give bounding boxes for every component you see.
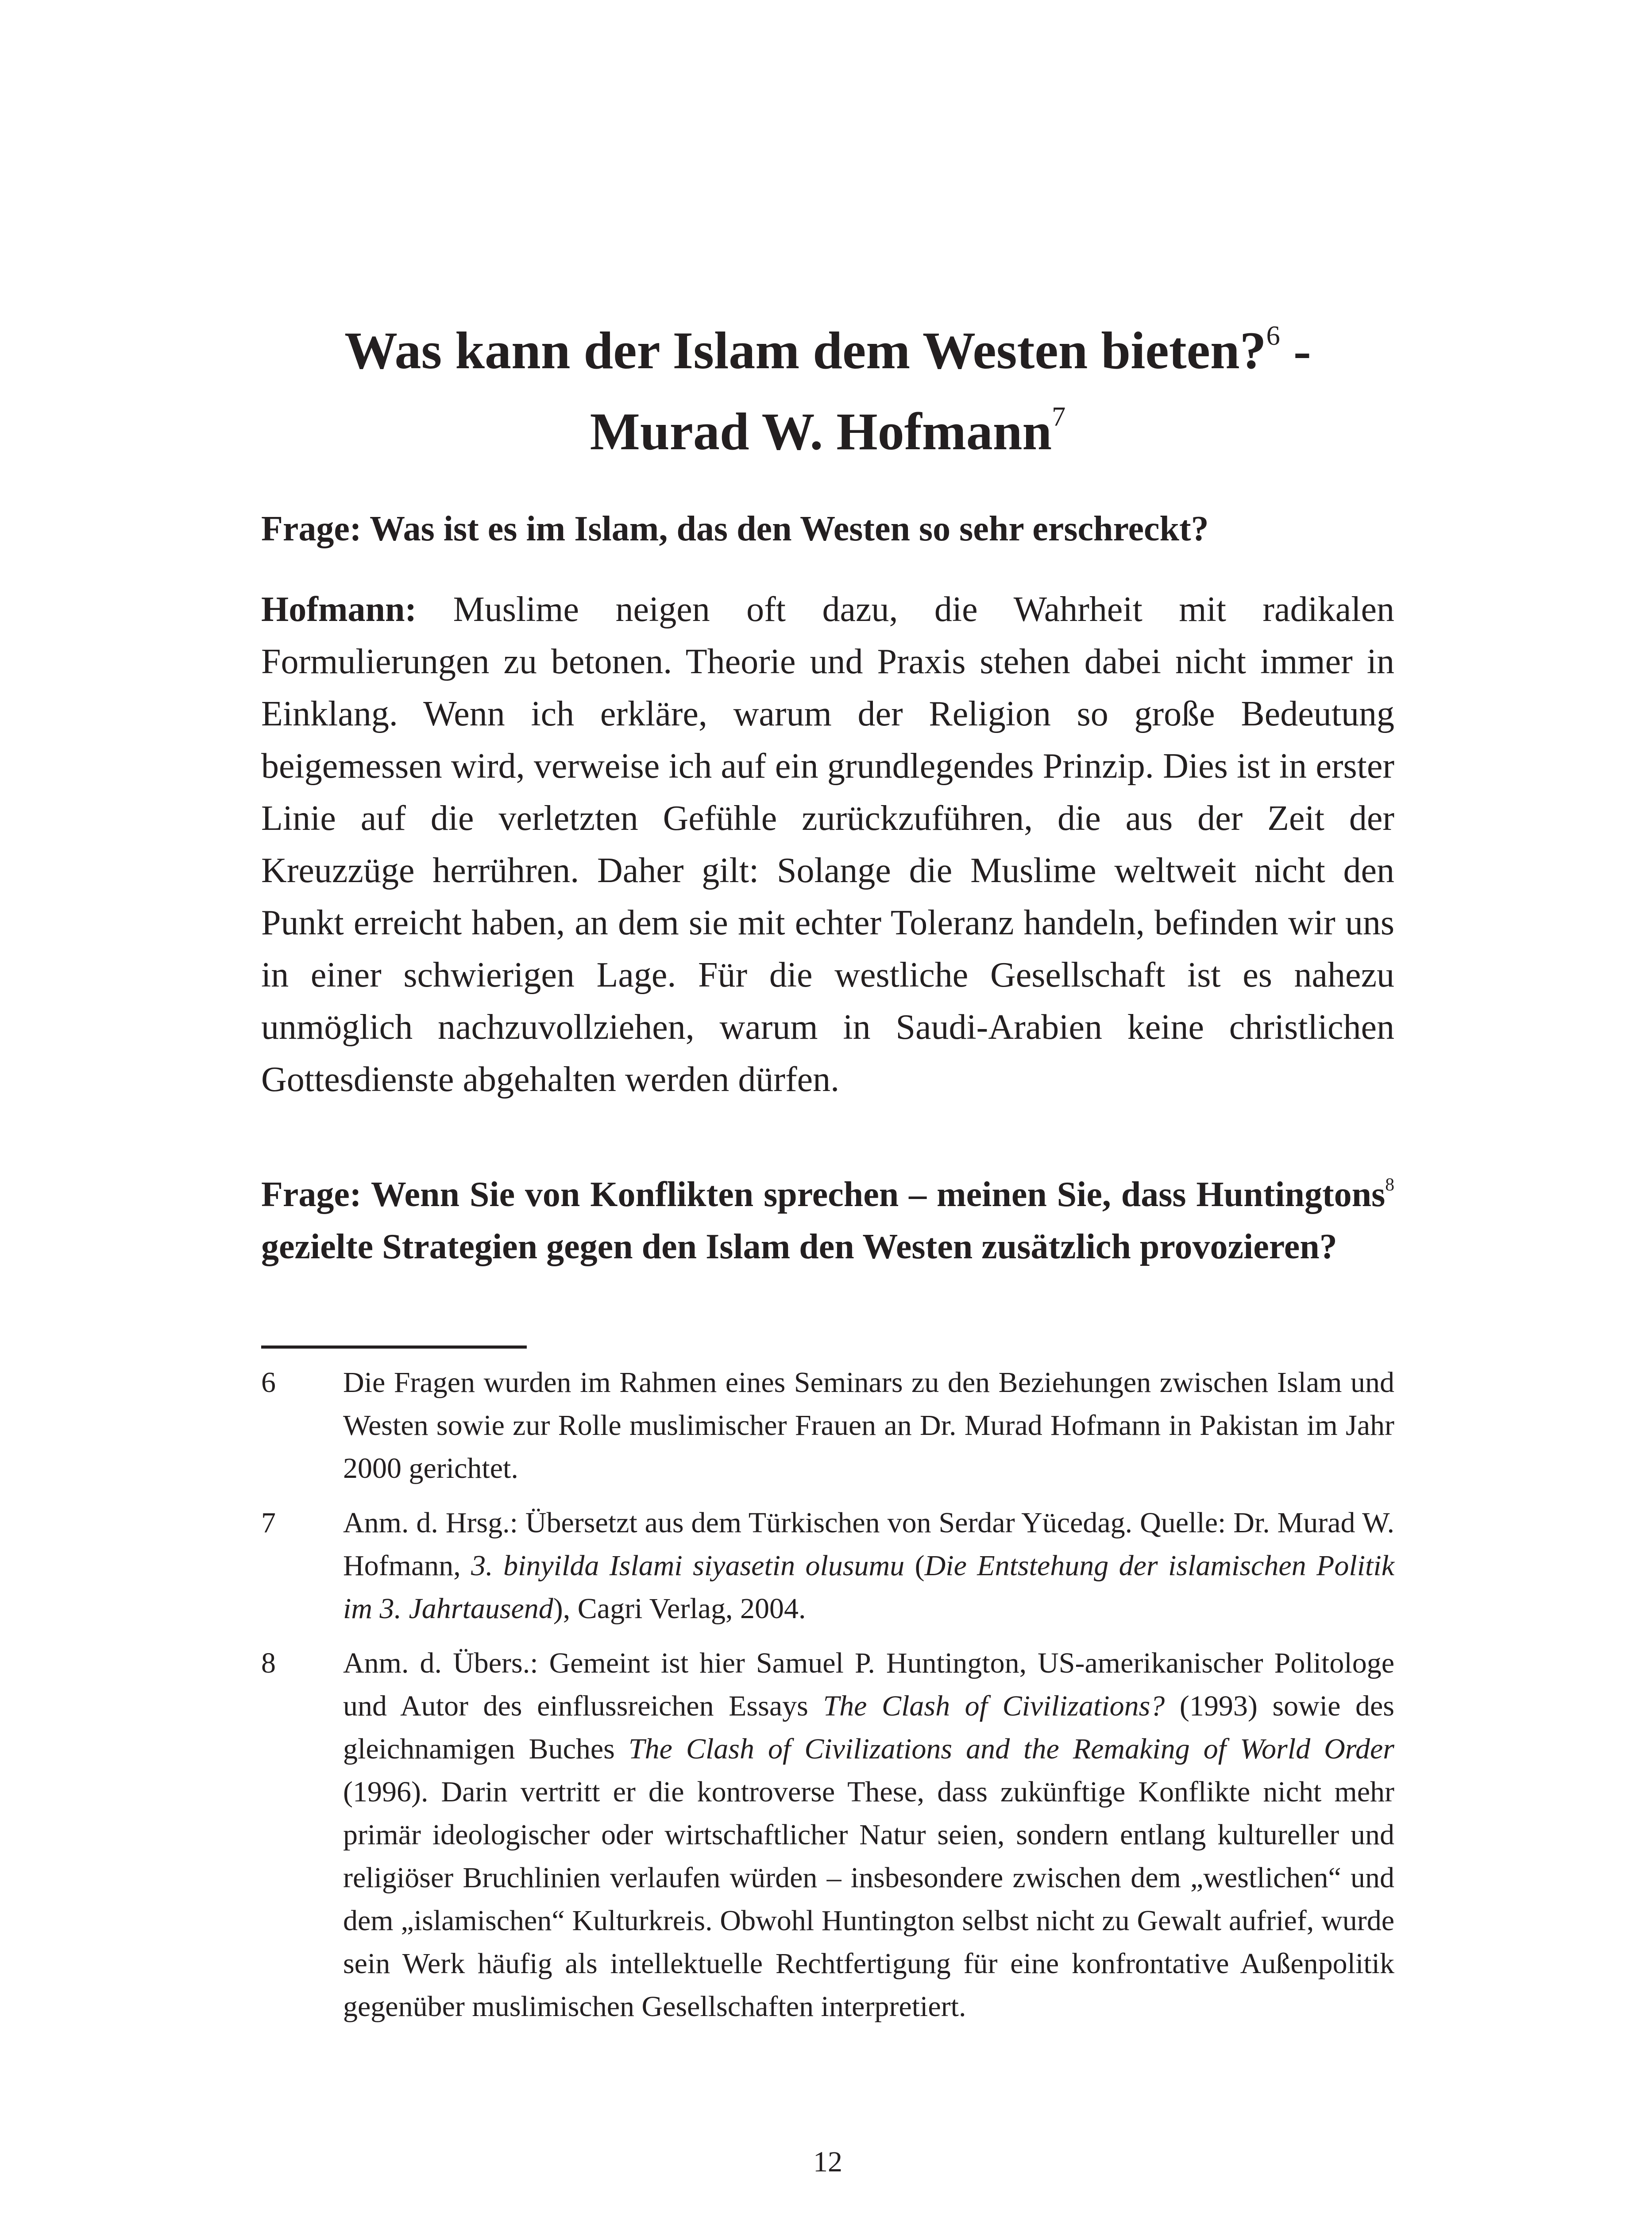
answer-text: Muslime neigen oft dazu, die Wahrheit mit radikalen Formulierungen zu betonen. Theorie und Praxis stehen dabei nicht immer in Einklang. Wenn ich erkläre, warum der Religion so große Bedeutung beigemessen wird, verweise ich auf ein grundlegendes Prinzip. Dies ist in erster Linie auf die verletzten Gefühle zurückzuführen, die aus der Zeit der Kreuzzüge herrühren. Daher gilt: Solange die Muslime weltweit nicht den Punkt erreicht haben, an dem sie mit echter Toleranz handeln, befinden wir uns in einer schwierigen Lage. Für die westliche Gesellschaft ist es nahezu unmöglich nachzuvollziehen, warum in Saudi-Arabien keine christlichen Gottesdienste abgehalten werden dürfen. <box>261 590 1394 1099</box>
footnote-text-part: (1996). Darin vertritt er die kontroverse These, dass zukünftige Konflikte nicht mehr primär ideologischer oder wirtschaftlicher Natur seien, sondern entlang kultureller und religiöser Bruchlinien verlaufen würden – insbesondere zwischen dem „westlichen“ und dem „islamischen“ Kulturkreis. Obwohl Huntington selbst nicht zu Gewalt aufrief, wurde sein Werk häufig als intellektuelle Rechtfertigung für eine konfrontative Außenpolitik gegenüber muslimischen Gesellschaften interpretiert. <box>343 1776 1394 2023</box>
title-dash: - <box>1280 321 1311 380</box>
footnote-6 <box>261 1361 1394 1490</box>
title-line-1: Was kann der Islam dem Westen bieten? <box>344 321 1266 380</box>
footnote-number: 6 <box>261 1366 276 1399</box>
footnote-number: 8 <box>261 1647 276 1679</box>
footnote-text-part: (1993) sowie des gleichnamigen Buches <box>343 1690 1394 1765</box>
footnotes <box>261 1361 1394 2040</box>
book-page <box>261 0 1394 2213</box>
page-number: 12 <box>813 2146 842 2178</box>
footnote-separator <box>261 1346 527 1349</box>
footnote-text-part: Anm. d. Hrsg.: Übersetzt aus dem Türkischen von Serdar Yücedag. Quelle: Dr. Murad W. Hofmann, <box>343 1507 1394 1582</box>
footnote-text-part: ( <box>904 1550 925 1582</box>
footnote-ref-6[interactable]: 6 <box>1266 320 1280 351</box>
question-2-part-1: Frage: Wenn Sie von Konflikten sprechen – meinen Sie, dass Huntingtons <box>261 1175 1386 1214</box>
footnote-text <box>343 1501 1394 1630</box>
footnote-book-title: The Clash of Civilizations and the Remaking of World Order <box>628 1733 1394 1765</box>
footnote-7 <box>261 1501 1394 1630</box>
footnote-text <box>343 1642 1394 2028</box>
footnote-book-title: 3. binyilda Islami siyasetin olusumu <box>471 1550 905 1582</box>
footnote-essay-title: The Clash of Civilizations? <box>823 1690 1165 1722</box>
footnote-text-part: Anm. d. Übers.: Gemeint ist hier Samuel P. Huntington, US-amerikanischer Politologe und Autor des einflussreichen Essays <box>343 1647 1394 1722</box>
chapter-title <box>261 310 1394 472</box>
title-line-2: Murad W. Hofmann <box>590 402 1052 461</box>
footnote-book-title-translation: Die Entstehung der islamischen Politik im 3. Jahrtausend <box>343 1550 1394 1625</box>
footnote-number: 7 <box>261 1507 276 1539</box>
answer-paragraph <box>261 583 1394 1106</box>
question-1: Frage: Was ist es im Islam, das den Westen so sehr erschreckt? <box>261 509 1209 548</box>
question-2 <box>261 1168 1394 1273</box>
answer-speaker: Hofmann: <box>261 590 417 629</box>
question-2-part-2: gezielte Strategien gegen den Islam den Westen zusätzlich provozieren? <box>261 1227 1337 1266</box>
footnote-text: Die Fragen wurden im Rahmen eines Seminars zu den Beziehungen zwischen Islam und Westen sowie zur Rolle muslimischer Frauen an Dr. Murad Hofmann in Pakistan im Jahr 2000 gerichtet. <box>343 1366 1394 1484</box>
footnote-text-part: ), Cagri Verlag, 2004. <box>553 1592 806 1625</box>
footnote-ref-8[interactable]: 8 <box>1385 1174 1394 1195</box>
footnote-8 <box>261 1642 1394 2028</box>
footnote-ref-7[interactable]: 7 <box>1052 401 1066 432</box>
